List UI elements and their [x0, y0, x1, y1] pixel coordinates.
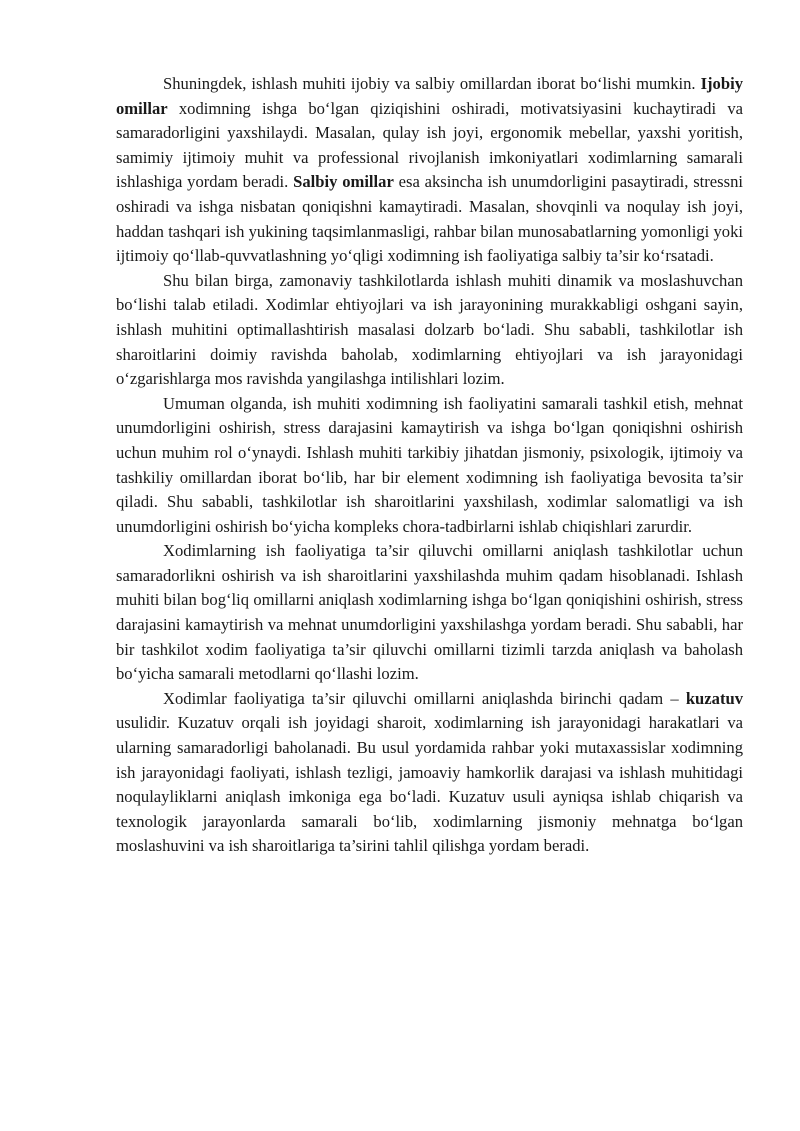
text-run: Umuman olganda, ish muhiti xodimning ish faoliyatini samarali tashkil etish, mehnat unumdorligini oshirish, stress darajasini kamaytirish va ishga bo‘lgan qoniqishni oshirish uchun muhim rol o‘ynaydi. Ishlash muhiti tarkibiy jihatdan jismoniy, psixologik, ijtimoiy va tashkiliy omillardan iborat bo‘lib, har bir element xodimning ish faoliyatiga bevosita ta’sir qiladi. Shu sababli, tashkilotlar ish sharoitlarini yaxshilash, xodimlar salomatligi va ish unumdorligini oshirish bo‘yicha kompleks chora-tadbirlarni ishlab chiqishlari zarurdir. — [116, 393, 743, 536]
paragraph-summary — [116, 392, 743, 540]
bold-term-negative-factors: Salbiy omillar — [293, 172, 394, 192]
text-run: Xodimlar faoliyatiga ta’sir qiluvchi omillarni aniqlashda birinchi qadam – — [163, 688, 686, 708]
text-run: xodimning ishga bo‘lgan qiziqishini oshiradi, motivatsiyasini kuchaytiradi va samaradorligini yaxshilaydi. Masalan, qulay ish joyi, ergonomik mebellar, yaxshi yoritish, samimiy ijtimoiy muhit va professional rivojlanish imkoniyatlari xodimlarning samarali ishlashiga yordam beradi. — [116, 98, 743, 192]
paragraph-identifying-factors — [116, 539, 743, 687]
text-run: Shuningdek, ishlash muhiti ijobiy va salbiy omillardan iborat bo‘lishi mumkin. — [163, 74, 701, 93]
paragraph-observation-method — [116, 687, 743, 859]
bold-term-positive-factors: Ijobiy omillar — [116, 74, 743, 118]
text-run: esa aksincha ish unumdorligini pasaytiradi, stressni oshiradi va ishga nisbatan qoniqishni kamaytiradi. Masalan, shovqinli va noqulay ish joyi, haddan tashqari ish yukining taqsimlanmasligi, rahbar bilan munosabatlarning yomonligi yoki ijtimoiy qo‘llab-quvvatlashning yo‘qligi xodimning ish faoliyatiga salbiy ta’sir ko‘rsatadi. — [116, 172, 743, 266]
bold-term-observation: kuzatuv — [685, 688, 743, 708]
text-run: usulidir. Kuzatuv orqali ish joyidagi sharoit, xodimlarning ish jarayonidagi harakatlari va ularning samaradorligi baholanadi. Bu usul yordamida rahbar yoki mutaxassislar xodimning ish jarayonidagi faoliyati, ishlash tezligi, jamoaviy hamkorlik darajasi va ishlash muhitidagi noqulayliklarni aniqlash imkoniga ega bo‘ladi. Kuzatuv usuli ayniqsa ishlab chiqarish va texnologik jarayonlarda samarali bo‘lib, xodimlarning jismoniy mehnatga bo‘lgan moslashuvini va ish sharoitlariga ta’sirini tahlil qilishga yordam beradi. — [116, 713, 743, 856]
paragraph-dynamic-environment — [116, 269, 743, 392]
text-run: Shu bilan birga, zamonaviy tashkilotlarda ishlash muhiti dinamik va moslashuvchan bo‘lishi talab etiladi. Xodimlar ehtiyojlari va ish jarayonining murakkabligi oshgani sayin, ishlash muhitini optimallashtirish masalasi dolzarb bo‘ladi. Shu sababli, tashkilotlar ish sharoitlarini doimiy ravishda baholab, xodimlarning ehtiyojlari va ish jarayonidagi o‘zgarishlarga mos ravishda yangilashga intilishlari lozim. — [116, 270, 743, 389]
text-run: Xodimlarning ish faoliyatiga ta’sir qiluvchi omillarni aniqlash tashkilotlar uchun samaradorlikni oshirish va ish sharoitlarini yaxshilashda muhim qadam hisoblanadi. Ishlash muhiti bilan bog‘liq omillarni aniqlash xodimlarning ishga bo‘lgan qoniqishini oshirish, stress darajasini kamaytirish va mehnat unumdorligini yaxshilashga yordam beradi. Shu sababli, har bir tashkilot xodim faoliyatiga ta’sir qiluvchi omillarni tizimli tarzda aniqlash va baholash bo‘yicha samarali metodlarni qo‘llashi lozim. — [116, 541, 743, 684]
paragraph-positive-negative-factors — [116, 72, 743, 269]
